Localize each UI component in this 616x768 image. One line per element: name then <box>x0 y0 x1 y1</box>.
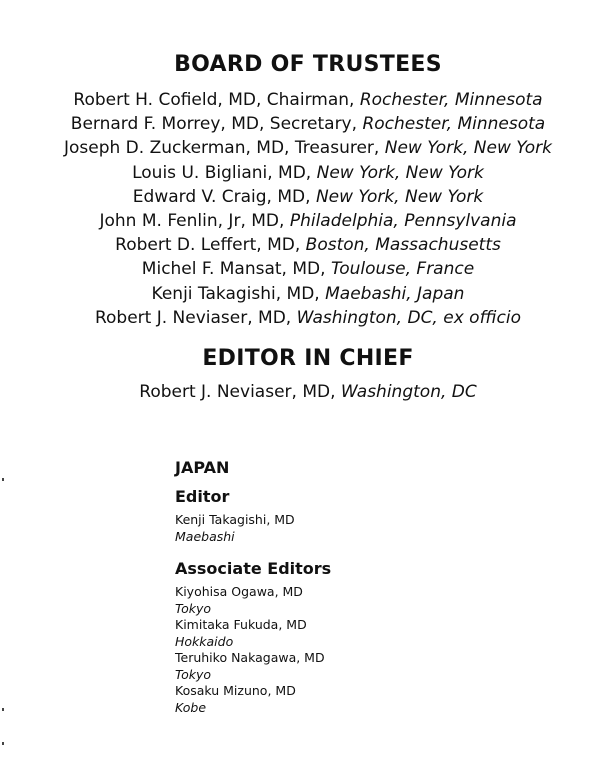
associate-editor <box>175 584 595 617</box>
editor-in-chief-name: Robert J. Neviaser, MD, <box>139 382 336 402</box>
associate-editors-heading: Associate Editors <box>175 559 332 578</box>
member-location: New York, New York <box>316 162 484 183</box>
board-member <box>0 257 616 281</box>
member-name: Robert J. Neviaser, MD, <box>94 307 292 328</box>
associate-city: Tokyo <box>175 666 212 682</box>
associate-editor <box>175 617 595 650</box>
editor-heading: Editor <box>175 487 230 506</box>
member-name: Robert D. Leffert, MD, <box>115 235 301 256</box>
associate-name: Teruhiko Nakagawa, MD <box>175 650 325 665</box>
associate-city: Tokyo <box>175 600 212 616</box>
board-member <box>0 185 616 209</box>
associate-editor <box>175 650 595 683</box>
editor-name: Kenji Takagishi, MD <box>175 512 295 527</box>
editor-in-chief-heading: EDITOR IN CHIEF <box>202 346 414 371</box>
board-member <box>0 161 616 185</box>
member-location: Rochester, Minnesota <box>359 90 543 110</box>
associate-name: Kiyohisa Ogawa, MD <box>175 584 303 599</box>
board-member <box>0 136 616 160</box>
member-location: Washington, DC, ex officio <box>296 307 522 328</box>
member-name: Robert H. Cofield, MD, Chairman, <box>73 90 355 110</box>
board-member <box>0 282 616 306</box>
board-member <box>0 209 616 233</box>
member-location: Boston, Massachusetts <box>305 235 501 256</box>
board-members-list <box>0 88 616 330</box>
member-name: Joseph D. Zuckerman, MD, Treasurer, <box>63 138 380 159</box>
member-location: Rochester, Minnesota <box>362 114 546 135</box>
member-name: Bernard F. Morrey, MD, Secretary, <box>70 114 358 135</box>
scan-speck <box>2 708 4 711</box>
member-location: Maebashi, Japan <box>325 283 465 304</box>
member-name: Edward V. Craig, MD, <box>132 186 311 207</box>
board-member <box>0 88 616 112</box>
editor-in-chief-location: Washington, DC <box>340 382 477 402</box>
member-name: Michel F. Mansat, MD, <box>141 259 326 280</box>
member-name: Louis U. Bigliani, MD, <box>132 162 312 183</box>
board-of-trustees-heading: BOARD OF TRUSTEES <box>174 52 442 77</box>
member-location: New York, New York <box>384 138 553 159</box>
board-member <box>0 233 616 257</box>
associate-city: Hokkaido <box>175 633 234 649</box>
regional-editor <box>175 512 595 545</box>
member-location: New York, New York <box>315 186 484 207</box>
editor-in-chief-line <box>0 382 616 402</box>
member-location: Philadelphia, Pennsylvania <box>289 211 517 232</box>
member-name: Kenji Takagishi, MD, <box>151 283 320 304</box>
board-member <box>0 306 616 330</box>
japan-section <box>175 458 595 716</box>
associate-name: Kosaku Mizuno, MD <box>175 683 296 698</box>
region-heading: JAPAN <box>175 458 230 477</box>
editor-city: Maebashi <box>175 528 235 544</box>
scan-speck <box>2 478 4 481</box>
associate-name: Kimitaka Fukuda, MD <box>175 617 307 632</box>
member-name: John M. Fenlin, Jr, MD, <box>99 211 285 232</box>
member-location: Toulouse, France <box>330 259 475 280</box>
associate-city: Kobe <box>175 699 207 715</box>
scan-speck <box>2 742 4 745</box>
board-member <box>0 112 616 136</box>
associate-editor <box>175 683 595 716</box>
